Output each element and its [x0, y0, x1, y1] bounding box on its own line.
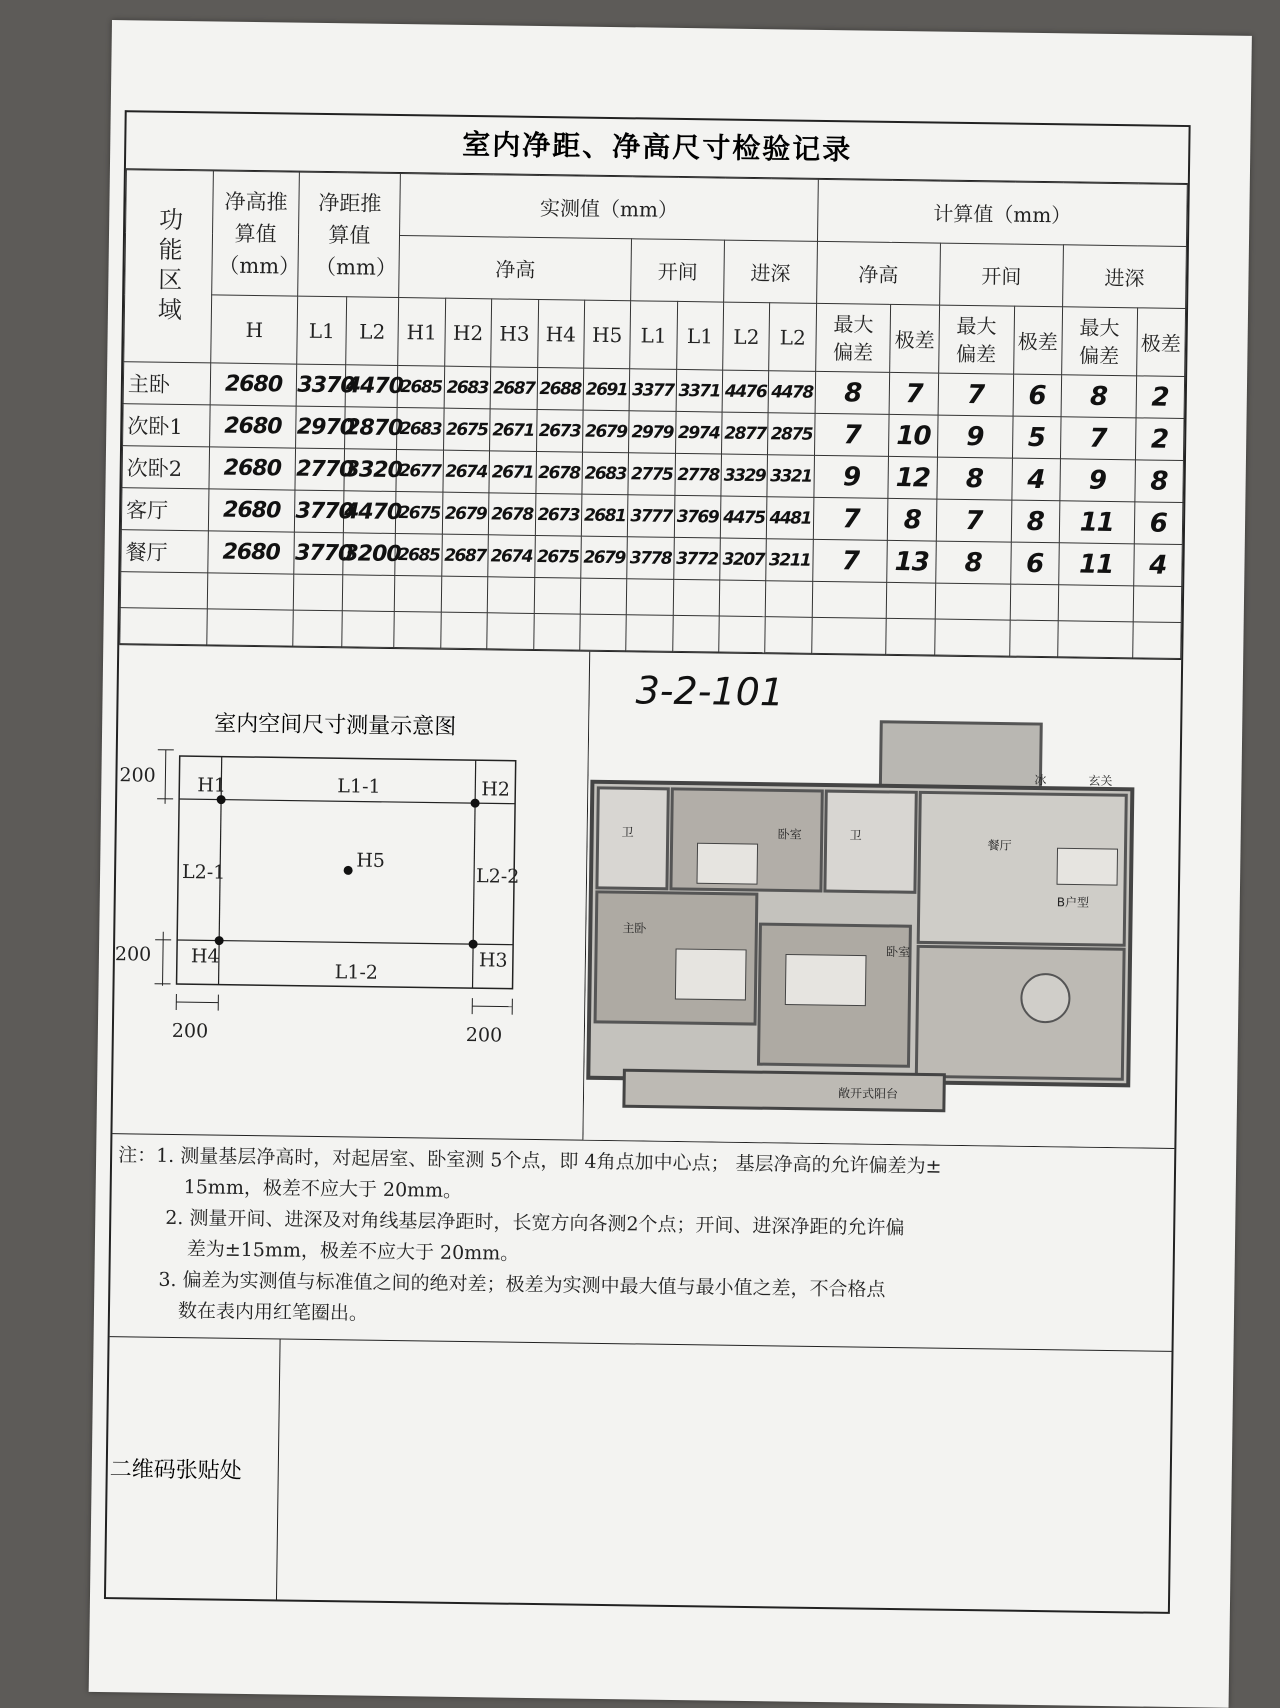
table-cell: 6 [1013, 374, 1062, 417]
table-cell: 2 [1135, 418, 1184, 461]
note-3b: 数在表内用红笔圈出。 [116, 1295, 1172, 1341]
label-h1: H1 [197, 774, 226, 796]
empty-cell [487, 577, 534, 614]
table-cell: 3770 [294, 532, 343, 575]
table-cell: 3377 [629, 369, 676, 412]
table-cell: 8 [888, 498, 937, 541]
subheader-cell: 极差 [890, 304, 939, 373]
point-h2 [471, 799, 480, 808]
subheader-cell: 最大偏差 [939, 305, 1015, 374]
table-cell: 2673 [535, 493, 582, 536]
table-cell: 2671 [490, 409, 537, 452]
empty-cell [886, 618, 935, 655]
empty-cell [395, 576, 442, 613]
calc-height-header: 净高 [816, 241, 940, 305]
subheader-cell: 最大偏差 [1062, 307, 1138, 376]
empty-cell [120, 572, 207, 609]
subheader-cell: 极差 [1013, 306, 1062, 375]
table-cell: 2674 [488, 535, 535, 578]
table-cell: 3200 [343, 533, 396, 576]
empty-cell [935, 619, 1010, 656]
dim-line-left [176, 1002, 218, 1003]
empty-cell [580, 578, 627, 615]
row-area-label: 次卧1 [123, 404, 210, 447]
table-cell: 9 [814, 455, 889, 498]
empty-cell [1133, 586, 1182, 623]
point-h3 [469, 940, 478, 949]
calculated-header: 计算值（mm） [817, 179, 1187, 246]
subheader-cell: H4 [537, 299, 584, 368]
bath2-label: 卫 [850, 828, 862, 842]
table-cell: 2673 [536, 409, 583, 452]
empty-cell [293, 610, 342, 647]
table-cell: 2678 [535, 451, 582, 494]
table-cell: 2680 [208, 531, 295, 574]
table-cell: 2687 [441, 534, 488, 577]
table-cell: 2675 [443, 408, 490, 451]
subheader-cell: L1 [297, 296, 346, 365]
note-1a: 注：1. 测量基层净高时，对起居室、卧室测 5个点，即 4角点加中心点； 基层净高的允许偏差为± [118, 1140, 1174, 1186]
table-cell: 2679 [581, 536, 628, 579]
table-cell: 8 [815, 371, 890, 414]
table-cell: 4481 [767, 497, 814, 540]
master-label: 主卧 [622, 920, 647, 935]
label-h4: H4 [191, 945, 220, 967]
table-cell: 8 [937, 457, 1012, 500]
empty-cell [394, 612, 441, 649]
empty-cell [673, 579, 720, 616]
dim-line-top [165, 750, 166, 804]
table-cell: 8 [936, 541, 1011, 584]
measured-height-header: 净高 [399, 236, 632, 301]
table-cell: 7 [813, 539, 888, 582]
table-cell: 10 [889, 414, 938, 457]
table-cell: 3329 [721, 454, 768, 497]
empty-cell [294, 574, 343, 611]
qr-area [277, 1339, 1172, 1611]
dim-label-top: 200 [119, 764, 156, 787]
table-cell: 3777 [628, 495, 675, 538]
subheader-cell: L1 [676, 301, 723, 370]
table-cell: 7 [1060, 417, 1135, 460]
table-cell: 2680 [208, 489, 295, 532]
label-l1-1: L1-1 [337, 775, 381, 798]
distance-estimate-header: 净距推算值（mm） [298, 172, 401, 297]
subheader-cell: L2 [723, 302, 770, 371]
row-area-label: 主卧 [123, 362, 210, 405]
dining-label: 餐厅 [987, 837, 1011, 852]
empty-cell [1132, 622, 1181, 659]
table-cell: 4475 [720, 496, 767, 539]
table-cell: 4478 [769, 371, 816, 414]
table-cell: 3370 [297, 364, 346, 407]
empty-cell [935, 583, 1010, 620]
subheader-cell: 极差 [1136, 308, 1185, 377]
empty-cell [887, 582, 936, 619]
notes-section [110, 1133, 1175, 1351]
table-cell: 2877 [722, 412, 769, 455]
table-cell: 2683 [397, 408, 444, 451]
table-cell: 7 [813, 497, 888, 540]
empty-cell [1058, 621, 1133, 658]
table-cell: 3770 [295, 490, 344, 533]
table-cell: 2974 [675, 411, 722, 454]
table-cell: 2680 [209, 447, 296, 490]
table-cell: 3772 [673, 537, 720, 580]
label-l1-2: L1-2 [335, 961, 379, 984]
table-cell: 3778 [627, 537, 674, 580]
inspection-form-sheet [89, 20, 1252, 1708]
table-cell: 2685 [397, 366, 444, 409]
measured-depth-header: 进深 [724, 240, 818, 303]
table-cell: 4476 [722, 370, 769, 413]
table-cell: 9 [1060, 459, 1135, 502]
table-cell: 11 [1059, 501, 1134, 544]
inspection-form [104, 110, 1191, 1614]
table-cell: 2671 [489, 451, 536, 494]
table-cell: 3321 [767, 455, 814, 498]
subheader-cell: L1 [630, 301, 677, 370]
table-cell: 7 [936, 499, 1011, 542]
empty-cell [487, 613, 534, 650]
floorplan-image [583, 652, 1150, 1148]
table-cell: 11 [1059, 543, 1134, 586]
table-cell: 3207 [720, 538, 767, 581]
empty-cell [1009, 620, 1058, 657]
note-2b: 差为±15mm，极差不应大于 20mm。 [117, 1233, 1173, 1279]
calc-depth-header: 进深 [1062, 245, 1186, 309]
table-cell: 13 [887, 540, 936, 583]
row-area-label: 餐厅 [121, 530, 208, 573]
unit-type-label: B户型 [1057, 894, 1089, 909]
empty-cell [342, 575, 395, 612]
table-cell: 2683 [582, 452, 629, 495]
empty-cell [342, 611, 395, 648]
subheader-cell: H3 [491, 299, 538, 368]
table-cell: 2678 [488, 493, 535, 536]
empty-cell [626, 615, 673, 652]
subheader-cell: L2 [769, 303, 816, 372]
entry-label: 玄关 [1088, 773, 1112, 788]
subheader-cell: H5 [584, 300, 631, 369]
table-cell: 5 [1012, 416, 1061, 459]
table-cell: 2683 [444, 366, 491, 409]
table-cell: 6 [1010, 542, 1059, 585]
table-cell: 2675 [396, 492, 443, 535]
calc-width-header: 开间 [939, 243, 1063, 307]
table-cell: 2679 [582, 410, 629, 453]
empty-cell [207, 573, 294, 610]
empty-cell [441, 576, 488, 613]
label-l2-1: L2-1 [182, 861, 226, 884]
offset-line-bottom [177, 940, 513, 945]
area-header: 功能区域 [124, 170, 213, 363]
note-1b: 15mm，极差不应大于 20mm。 [117, 1171, 1173, 1217]
form-title: 室内净距、净高尺寸检验记录 [126, 112, 1189, 184]
table-cell: 2688 [537, 367, 584, 410]
table-cell: 2680 [210, 363, 297, 406]
table-cell: 7 [814, 413, 889, 456]
table-cell: 2875 [768, 413, 815, 456]
dim-label-bottom: 200 [115, 943, 152, 966]
bedroom2-label: 卧室 [886, 944, 910, 959]
offset-line-top [179, 799, 515, 804]
table-cell: 6 [1134, 502, 1183, 545]
table-cell: 4 [1011, 458, 1060, 501]
empty-cell [812, 581, 887, 618]
subheader-cell: 最大偏差 [816, 303, 892, 372]
empty-cell [627, 579, 674, 616]
bedroom-label: 卧室 [778, 826, 802, 841]
table-cell: 2680 [209, 405, 296, 448]
empty-cell [580, 614, 627, 651]
table-cell: 8 [1011, 500, 1060, 543]
measurement-diagram [112, 645, 590, 1140]
table-cell: 2681 [581, 494, 628, 537]
table-cell: 2770 [295, 448, 344, 491]
table-cell: 4470 [345, 365, 398, 408]
table-cell: 4470 [343, 491, 396, 534]
table-cell: 2970 [296, 406, 345, 449]
dim-label-left: 200 [172, 1020, 209, 1043]
table-cell: 7 [890, 372, 939, 415]
subheader-cell: H2 [444, 298, 491, 367]
row-area-label: 客厅 [121, 488, 208, 531]
table-cell: 9 [937, 415, 1012, 458]
diagram-title: 室内空间尺寸测量示意图 [214, 706, 456, 740]
point-h4 [215, 936, 224, 945]
empty-cell [719, 616, 766, 653]
table-cell: 3320 [344, 449, 397, 492]
table-cell: 7 [938, 373, 1013, 416]
height-estimate-header: 净高推算值（mm） [211, 171, 299, 296]
table-cell: 2979 [629, 411, 676, 454]
fridge-label: 冰 [1034, 772, 1046, 787]
dim-line-right [472, 1006, 512, 1007]
note-3a: 3. 偏差为实测值与标准值之间的绝对差；极差为实测中最大值与最小值之差，不合格点 [116, 1264, 1172, 1310]
empty-cell [672, 615, 719, 652]
measured-header: 实测值（mm） [400, 174, 818, 242]
table-cell: 2870 [344, 407, 397, 450]
bath1-label: 卫 [622, 825, 634, 839]
diagram-row [112, 644, 1181, 1148]
label-h5: H5 [356, 849, 385, 871]
table-cell: 2687 [490, 367, 537, 410]
point-h5 [344, 866, 353, 875]
empty-cell [534, 577, 581, 614]
subheader-cell: H [210, 295, 298, 364]
table-cell: 2775 [628, 453, 675, 496]
dim-label-right: 200 [466, 1024, 503, 1047]
unit-code: 3-2-101 [635, 668, 784, 714]
table-cell: 8 [1061, 375, 1136, 418]
empty-cell [812, 617, 887, 654]
empty-cell [533, 613, 580, 650]
qr-row [106, 1336, 1172, 1612]
table-cell: 3211 [766, 539, 813, 582]
table-cell: 8 [1134, 460, 1183, 503]
empty-cell [765, 617, 812, 654]
label-h3: H3 [479, 949, 508, 971]
row-area-label: 次卧2 [122, 446, 209, 489]
table-cell: 2674 [443, 450, 490, 493]
table-cell: 2677 [396, 450, 443, 493]
label-h2: H2 [481, 778, 510, 800]
empty-cell [719, 580, 766, 617]
table-cell: 2691 [583, 368, 630, 411]
empty-cell [120, 608, 207, 645]
table-cell: 2679 [442, 492, 489, 535]
balcony-label: 敞开式阳台 [838, 1085, 898, 1101]
note-2a: 2. 测量开间、进深及对角线基层净距时，长宽方向各测2个点；开间、进深净距的允许偏 [117, 1202, 1173, 1248]
label-l2-2: L2-2 [476, 865, 520, 888]
subheader-cell: L2 [346, 297, 399, 366]
table-cell: 2685 [395, 534, 442, 577]
diagram-svg [112, 645, 589, 1140]
measured-width-header: 开间 [631, 239, 725, 302]
qr-label: 二维码张贴处 [106, 1337, 281, 1599]
table-cell: 2778 [675, 453, 722, 496]
measurement-table [119, 169, 1188, 659]
empty-cell [1010, 584, 1059, 621]
empty-cell [207, 609, 294, 646]
table-cell: 12 [888, 456, 937, 499]
table-cell: 2 [1136, 376, 1185, 419]
empty-cell [440, 612, 487, 649]
empty-cell [1058, 585, 1133, 622]
table-cell: 3769 [674, 495, 721, 538]
floorplan-panel [583, 652, 1181, 1148]
subheader-cell: H1 [398, 298, 445, 367]
table-cell: 2675 [534, 535, 581, 578]
table-cell: 4 [1133, 544, 1182, 587]
table-cell: 3371 [676, 369, 723, 412]
empty-cell [766, 581, 813, 618]
